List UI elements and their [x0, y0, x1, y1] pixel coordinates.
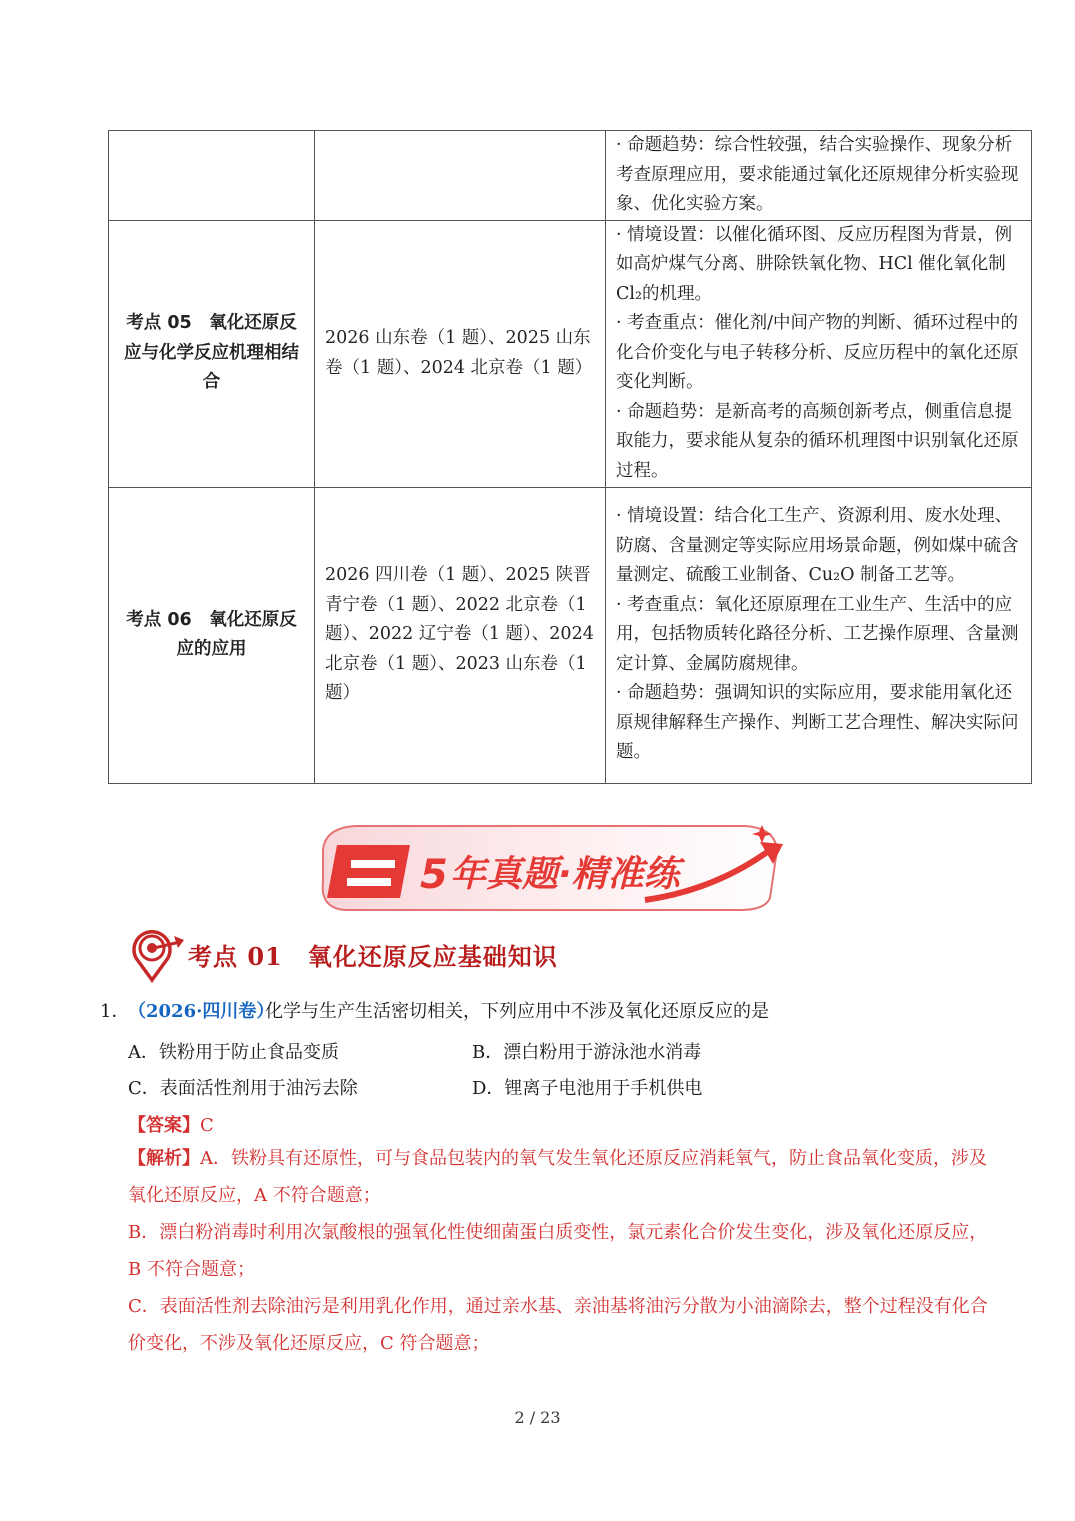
sources-cell: 2026 山东卷（1 题）、2025 山东卷（1 题）、2024 北京卷（1 题） [315, 220, 606, 487]
table-row [109, 220, 1032, 487]
section-heading [128, 926, 728, 986]
option-b: B．漂白粉用于游泳池水消毒 [472, 1042, 702, 1063]
analysis-block [128, 1140, 998, 1362]
topic-cell: 考点 05 氧化还原反应与化学反应机理相结合 [109, 220, 315, 487]
banner-badge [327, 845, 410, 898]
table-row [109, 487, 1032, 783]
note-line: · 命题趋势：强调知识的实际应用，要求能用氧化还原规律解释生产操作、判断工艺合理性、解决实际问题。 [616, 683, 1019, 763]
badge-mark-bottom [347, 878, 391, 886]
answer-value: C [200, 1115, 214, 1136]
note-line: · 考查重点：氧化还原原理在工业生产、生活中的应用，包括物质转化路径分析、工艺操作原理、含量测定计算、金属防腐规律。 [616, 594, 1019, 674]
topic-cell [109, 131, 315, 221]
badge-mark-top [351, 860, 395, 868]
analysis-para: B．漂白粉消毒时利用次氯酸根的强氧化性使细菌蛋白质变性，氯元素化合价发生变化，涉及氧化还原反应，B 不符合题意； [128, 1222, 988, 1280]
note-line: · 情境设置：结合化工生产、资源利用、废水处理、防腐、含量测定等实际应用场景命题，例如煤中硫含量测定、硫酸工业制备、Cu₂O 制备工艺等。 [616, 506, 1019, 586]
topics-table [108, 130, 1032, 784]
page-number: 2 / 23 [514, 1408, 561, 1427]
notes-cell [606, 487, 1032, 783]
topic-cell: 考点 06 氧化还原反应的应用 [109, 487, 315, 783]
sources-cell: 2026 四川卷（1 题）、2025 陕晋青宁卷（1 题）、2022 北京卷（1 题）、2022 辽宁卷（1 题）、2024 北京卷（1 题）、2023 山东卷（1 题） [315, 487, 606, 783]
section-title: 考点 01 氧化还原反应基础知识 [188, 942, 558, 971]
target-icon [128, 928, 188, 984]
sources-cell [315, 131, 606, 221]
answer-label: 【答案】 [128, 1115, 200, 1136]
banner-title: 年真题·精准练 [450, 854, 680, 895]
answer-line [128, 1111, 214, 1137]
section-banner [315, 820, 795, 915]
analysis-label: 【解析】 [128, 1148, 200, 1169]
banner-number: 5 [420, 852, 448, 898]
option-d: D．锂离子电池用于手机供电 [472, 1078, 703, 1099]
notes-cell [606, 220, 1032, 487]
table-row [109, 131, 1032, 221]
question-source: （2026·四川卷） [128, 1001, 275, 1022]
note-line: · 命题趋势：是新高考的高频创新考点，侧重信息提取能力，要求能从复杂的循环机理图中识别氧化还原过程。 [616, 401, 1019, 481]
notes-cell [606, 131, 1032, 221]
option-a: A．铁粉用于防止食品变质 [128, 1042, 339, 1063]
note-line: · 情境设置：以催化循环图、反应历程图为背景，例如高炉煤气分离、肼除铁氧化物、HCl 催化氧化制 Cl₂的机理。 [616, 224, 1013, 304]
question-stem: 化学与生产生活密切相关，下列应用中不涉及氧化还原反应的是 [265, 1001, 769, 1022]
question-number: 1． [100, 1001, 130, 1022]
note-line: · 命题趋势：综合性较强，结合实验操作、现象分析考查原理应用，要求能通过氧化还原规律分析实验现象、优化实验方案。 [616, 135, 1019, 214]
note-line: · 考查重点：催化剂/中间产物的判断、循环过程中的化合价变化与电子转移分析、反应历程中的氧化还原变化判断。 [616, 313, 1019, 393]
analysis-para: C．表面活性剂去除油污是利用乳化作用，通过亲水基、亲油基将油污分散为小油滴除去，整个过程没有化合价变化，不涉及氧化还原反应，C 符合题意； [128, 1296, 988, 1354]
option-c: C．表面活性剂用于油污去除 [128, 1078, 358, 1099]
analysis-para: 【解析】A．铁粉具有还原性，可与食品包装内的氧气发生氧化还原反应消耗氧气，防止食品氧化变质，涉及氧化还原反应，A 不符合题意； [128, 1148, 987, 1206]
